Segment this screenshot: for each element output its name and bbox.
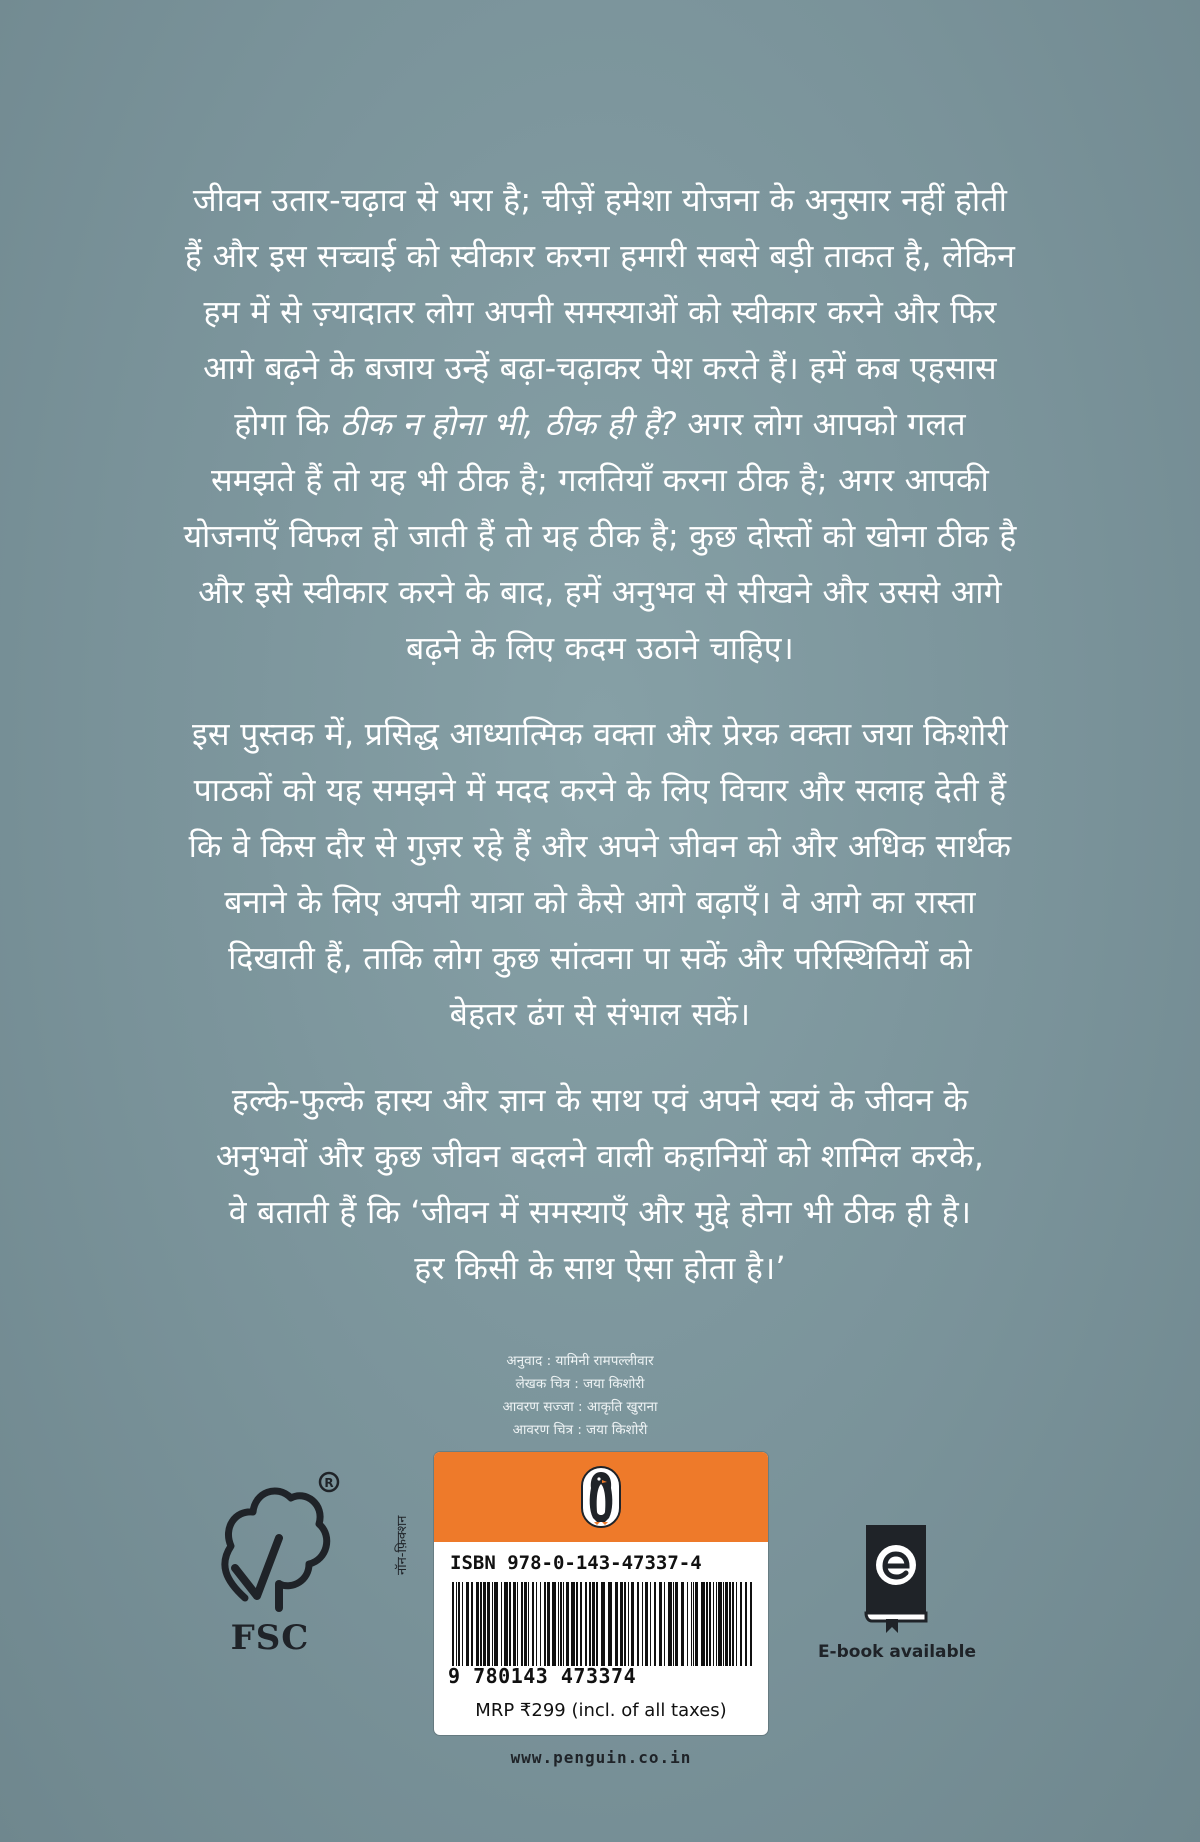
credit-cover-design: आवरण सज्जा : आकृति खुराना <box>502 1399 658 1415</box>
blurb-line: इस पुस्तक में, प्रसिद्ध आध्यात्मिक वक्ता और प्रेरक वक्ता जया किशोरी <box>191 715 1008 753</box>
isbn-number: ISBN 978-0-143-47337-4 <box>450 1552 702 1574</box>
svg-text:R: R <box>324 1476 334 1490</box>
blurb-line: कि वे किस दौर से गुज़र रहे हैं और अपने जीवन को और अधिक सार्थक <box>188 827 1012 865</box>
blurb-line: हल्के-फुल्के हास्य और ज्ञान के साथ एवं अपने स्वयं के जीवन के <box>231 1081 969 1119</box>
ebook-label: E-book available <box>817 1642 977 1662</box>
blurb-line-post: अगर लोग आपको गलत <box>676 405 966 443</box>
blurb-paragraph-3 <box>120 1072 1080 1296</box>
blurb-line <box>120 396 1080 452</box>
blurb-line: बेहतर ढंग से संभाल सकें। <box>449 995 751 1033</box>
ebook-badge <box>812 1515 982 1675</box>
fsc-tree-icon <box>205 1468 345 1618</box>
blurb-paragraph-1 <box>120 172 1080 676</box>
blurb-line: हर किसी के साथ ऐसा होता है।’ <box>414 1249 786 1287</box>
blurb-line: हैं और इस सच्चाई को स्वीकार करना हमारी सबसे बड़ी ताकत है, लेकिन <box>184 237 1016 275</box>
blurb-line: वे बताती हैं कि ‘जीवन में समस्याएँ और मुद्दे होना भी ठीक ही है। <box>228 1193 972 1231</box>
mrp-price: MRP ₹299 (incl. of all taxes) <box>475 1700 727 1721</box>
blurb-line: समझते हैं तो यह भी ठीक है; गलतियाँ करना ठीक है; अगर आपकी <box>210 461 990 499</box>
publisher-url: www.penguin.co.in <box>510 1748 692 1767</box>
blurb-line: हम में से ज़्यादातर लोग अपनी समस्याओं को स्वीकार करने और फिर <box>203 293 997 331</box>
price-box-header <box>434 1452 768 1542</box>
blurb-paragraph-2 <box>120 706 1080 1042</box>
blurb-line: अनुभवों और कुछ जीवन बदलने वाली कहानियों को शामिल करके, <box>215 1137 985 1175</box>
penguin-logo-icon <box>581 1466 621 1528</box>
blurb-line: आगे बढ़ने के बजाय उन्हें बढ़ा-चढ़ाकर पेश करते हैं। हमें कब एहसास <box>203 349 997 387</box>
blurb-line: बढ़ने के लिए कदम उठाने चाहिए। <box>406 629 794 667</box>
credits <box>380 1350 780 1442</box>
fsc-logo <box>205 1468 345 1658</box>
price-barcode-box <box>434 1452 768 1735</box>
blurb-line: योजनाएँ विफल हो जाती हैं तो यह ठीक है; कुछ दोस्तों को खोना ठीक है <box>183 517 1017 555</box>
barcode-icon <box>452 1582 752 1666</box>
blurb-line-pre: होगा कि <box>234 405 340 443</box>
ebook-icon <box>860 1521 932 1633</box>
fsc-label: FSC <box>230 1618 310 1658</box>
blurb-line: दिखाती हैं, ताकि लोग कुछ सांत्वना पा सकें और परिस्थितियों को <box>228 939 972 977</box>
blurb-line: और इसे स्वीकार करने के बाद, हमें अनुभव से सीखने और उससे आगे <box>198 573 1002 611</box>
blurb-line-italic: ठीक न होना भी, ठीक ही है? <box>340 405 677 443</box>
blurb-line: जीवन उतार-चढ़ाव से भरा है; चीज़ें हमेशा योजना के अनुसार नहीं होती <box>192 181 1008 219</box>
blurb-line: पाठकों को यह समझने में मदद करने के लिए विचार और सलाह देती हैं <box>193 771 1007 809</box>
genre-label: नॉन-फ़िक्शन <box>395 1515 410 1575</box>
credit-translation: अनुवाद : यामिनी रामपल्लीवार <box>506 1353 654 1369</box>
blurb-text <box>120 172 1080 1326</box>
barcode-digits: 9 780143 473374 <box>448 1664 637 1688</box>
blurb-line: बनाने के लिए अपनी यात्रा को कैसे आगे बढ़ाएँ। वे आगे का रास्ता <box>224 883 976 921</box>
credit-cover-photo: आवरण चित्र : जया किशोरी <box>512 1422 648 1438</box>
credit-author-photo: लेखक चित्र : जया किशोरी <box>515 1376 645 1392</box>
